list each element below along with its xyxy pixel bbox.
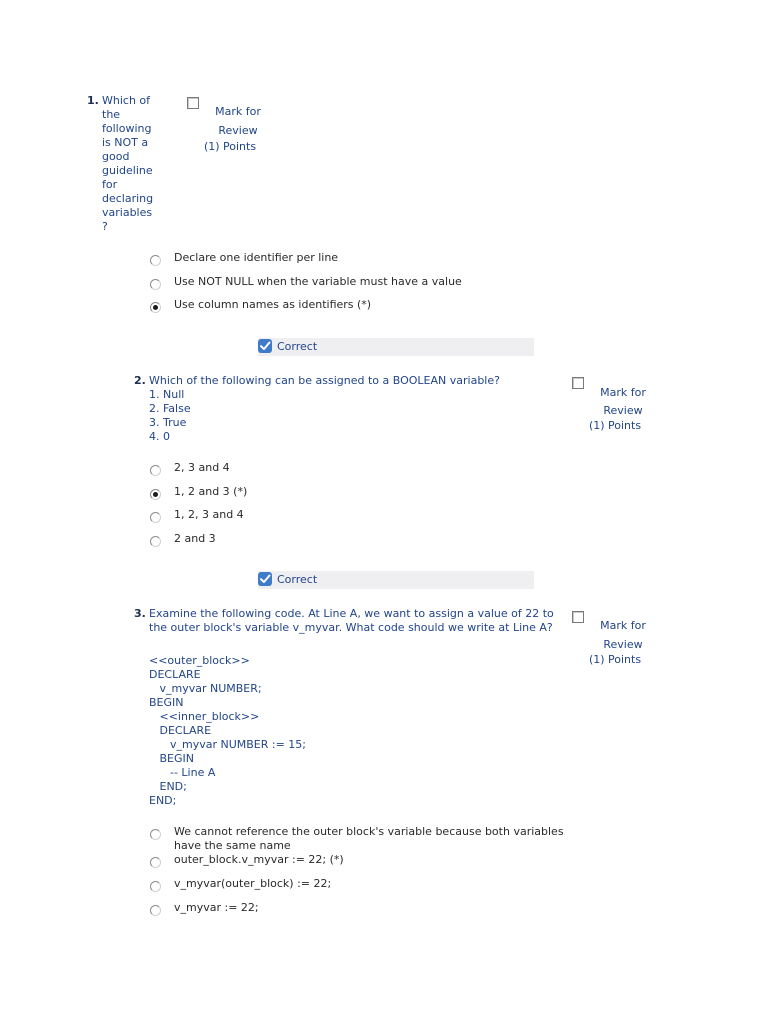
answer-radio[interactable]: [150, 536, 161, 547]
answer-option-label: 2, 3 and 4: [174, 461, 230, 474]
points-label: (1) Points: [203, 140, 257, 153]
answer-radio-selected[interactable]: [150, 489, 161, 500]
question-line: 2. False: [149, 402, 191, 415]
code-line: v_myvar NUMBER := 15;: [149, 738, 307, 751]
code-line: v_myvar NUMBER;: [149, 682, 262, 695]
answer-option-label: Use NOT NULL when the variable must have a value: [174, 275, 462, 288]
answer-option-label: 1, 2 and 3 (*): [174, 485, 248, 498]
code-line: -- Line A: [149, 766, 216, 779]
question-number: 3.: [134, 607, 146, 620]
code-line: END;: [149, 780, 187, 793]
mark-for-review-checkbox[interactable]: [572, 611, 584, 623]
code-line: <<inner_block>>: [149, 710, 260, 723]
question-text: Which of the following is NOT a good guideline for declaring variables ?: [102, 94, 154, 233]
check-icon: [258, 572, 272, 586]
answer-option-label: 2 and 3: [174, 532, 216, 545]
mark-for-review-label: Review: [218, 124, 258, 137]
code-line: BEGIN: [149, 696, 184, 709]
answer-option-label: 1, 2, 3 and 4: [174, 508, 244, 521]
mark-for-review-checkbox[interactable]: [572, 377, 584, 389]
answer-radio[interactable]: [150, 465, 161, 476]
answer-radio[interactable]: [150, 881, 161, 892]
answer-option-label: outer_block.v_myvar := 22; (*): [174, 853, 344, 866]
question-line: Which of the following can be assigned to a BOOLEAN variable?: [149, 374, 500, 387]
code-block: [149, 654, 306, 808]
code-line: DECLARE: [149, 668, 201, 681]
question-number: 2.: [134, 374, 146, 387]
answer-radio[interactable]: [150, 255, 161, 266]
code-line: BEGIN: [149, 752, 194, 765]
mark-for-review-label: Review: [603, 638, 643, 651]
feedback-label: Correct: [277, 573, 318, 586]
question-text: [149, 374, 500, 444]
answer-option-label: We cannot reference the outer block's variable because both variables: [174, 825, 564, 838]
mark-for-review-checkbox[interactable]: [187, 97, 199, 109]
answer-radio[interactable]: [150, 857, 161, 868]
question-line: 4. 0: [149, 430, 170, 443]
answer-option-label: v_myvar := 22;: [174, 901, 259, 914]
points-label: (1) Points: [588, 419, 642, 432]
code-line: END;: [149, 794, 177, 807]
code-line: <<outer_block>>: [149, 654, 250, 667]
mark-for-review-label: Mark for: [600, 386, 646, 399]
mark-for-review-label: Mark for: [600, 619, 646, 632]
feedback-bar: [258, 571, 534, 589]
points-label: (1) Points: [588, 653, 642, 666]
question-line: the outer block's variable v_myvar. What code should we write at Line A?: [149, 621, 553, 634]
mark-for-review-label: Mark for: [215, 105, 261, 118]
code-line: DECLARE: [149, 724, 212, 737]
answer-option-label: Declare one identifier per line: [174, 251, 339, 264]
check-icon: [258, 339, 272, 353]
answer-option-label: Use column names as identifiers (*): [174, 298, 372, 311]
answer-radio-selected[interactable]: [150, 302, 161, 313]
answer-radio[interactable]: [150, 829, 161, 840]
answer-radio[interactable]: [150, 512, 161, 523]
answer-option-label: v_myvar(outer_block) := 22;: [174, 877, 332, 890]
question-line: Examine the following code. At Line A, we want to assign a value of 22 to: [149, 607, 554, 620]
question-number: 1.: [87, 94, 99, 107]
question-line: 3. True: [149, 416, 187, 429]
feedback-label: Correct: [277, 340, 318, 353]
answer-radio[interactable]: [150, 279, 161, 290]
question-text: [149, 607, 554, 635]
feedback-bar: [258, 338, 534, 356]
answer-option-label-line2: have the same name: [174, 839, 291, 852]
question-line: 1. Null: [149, 388, 185, 401]
mark-for-review-label: Review: [603, 404, 643, 417]
answer-radio[interactable]: [150, 905, 161, 916]
